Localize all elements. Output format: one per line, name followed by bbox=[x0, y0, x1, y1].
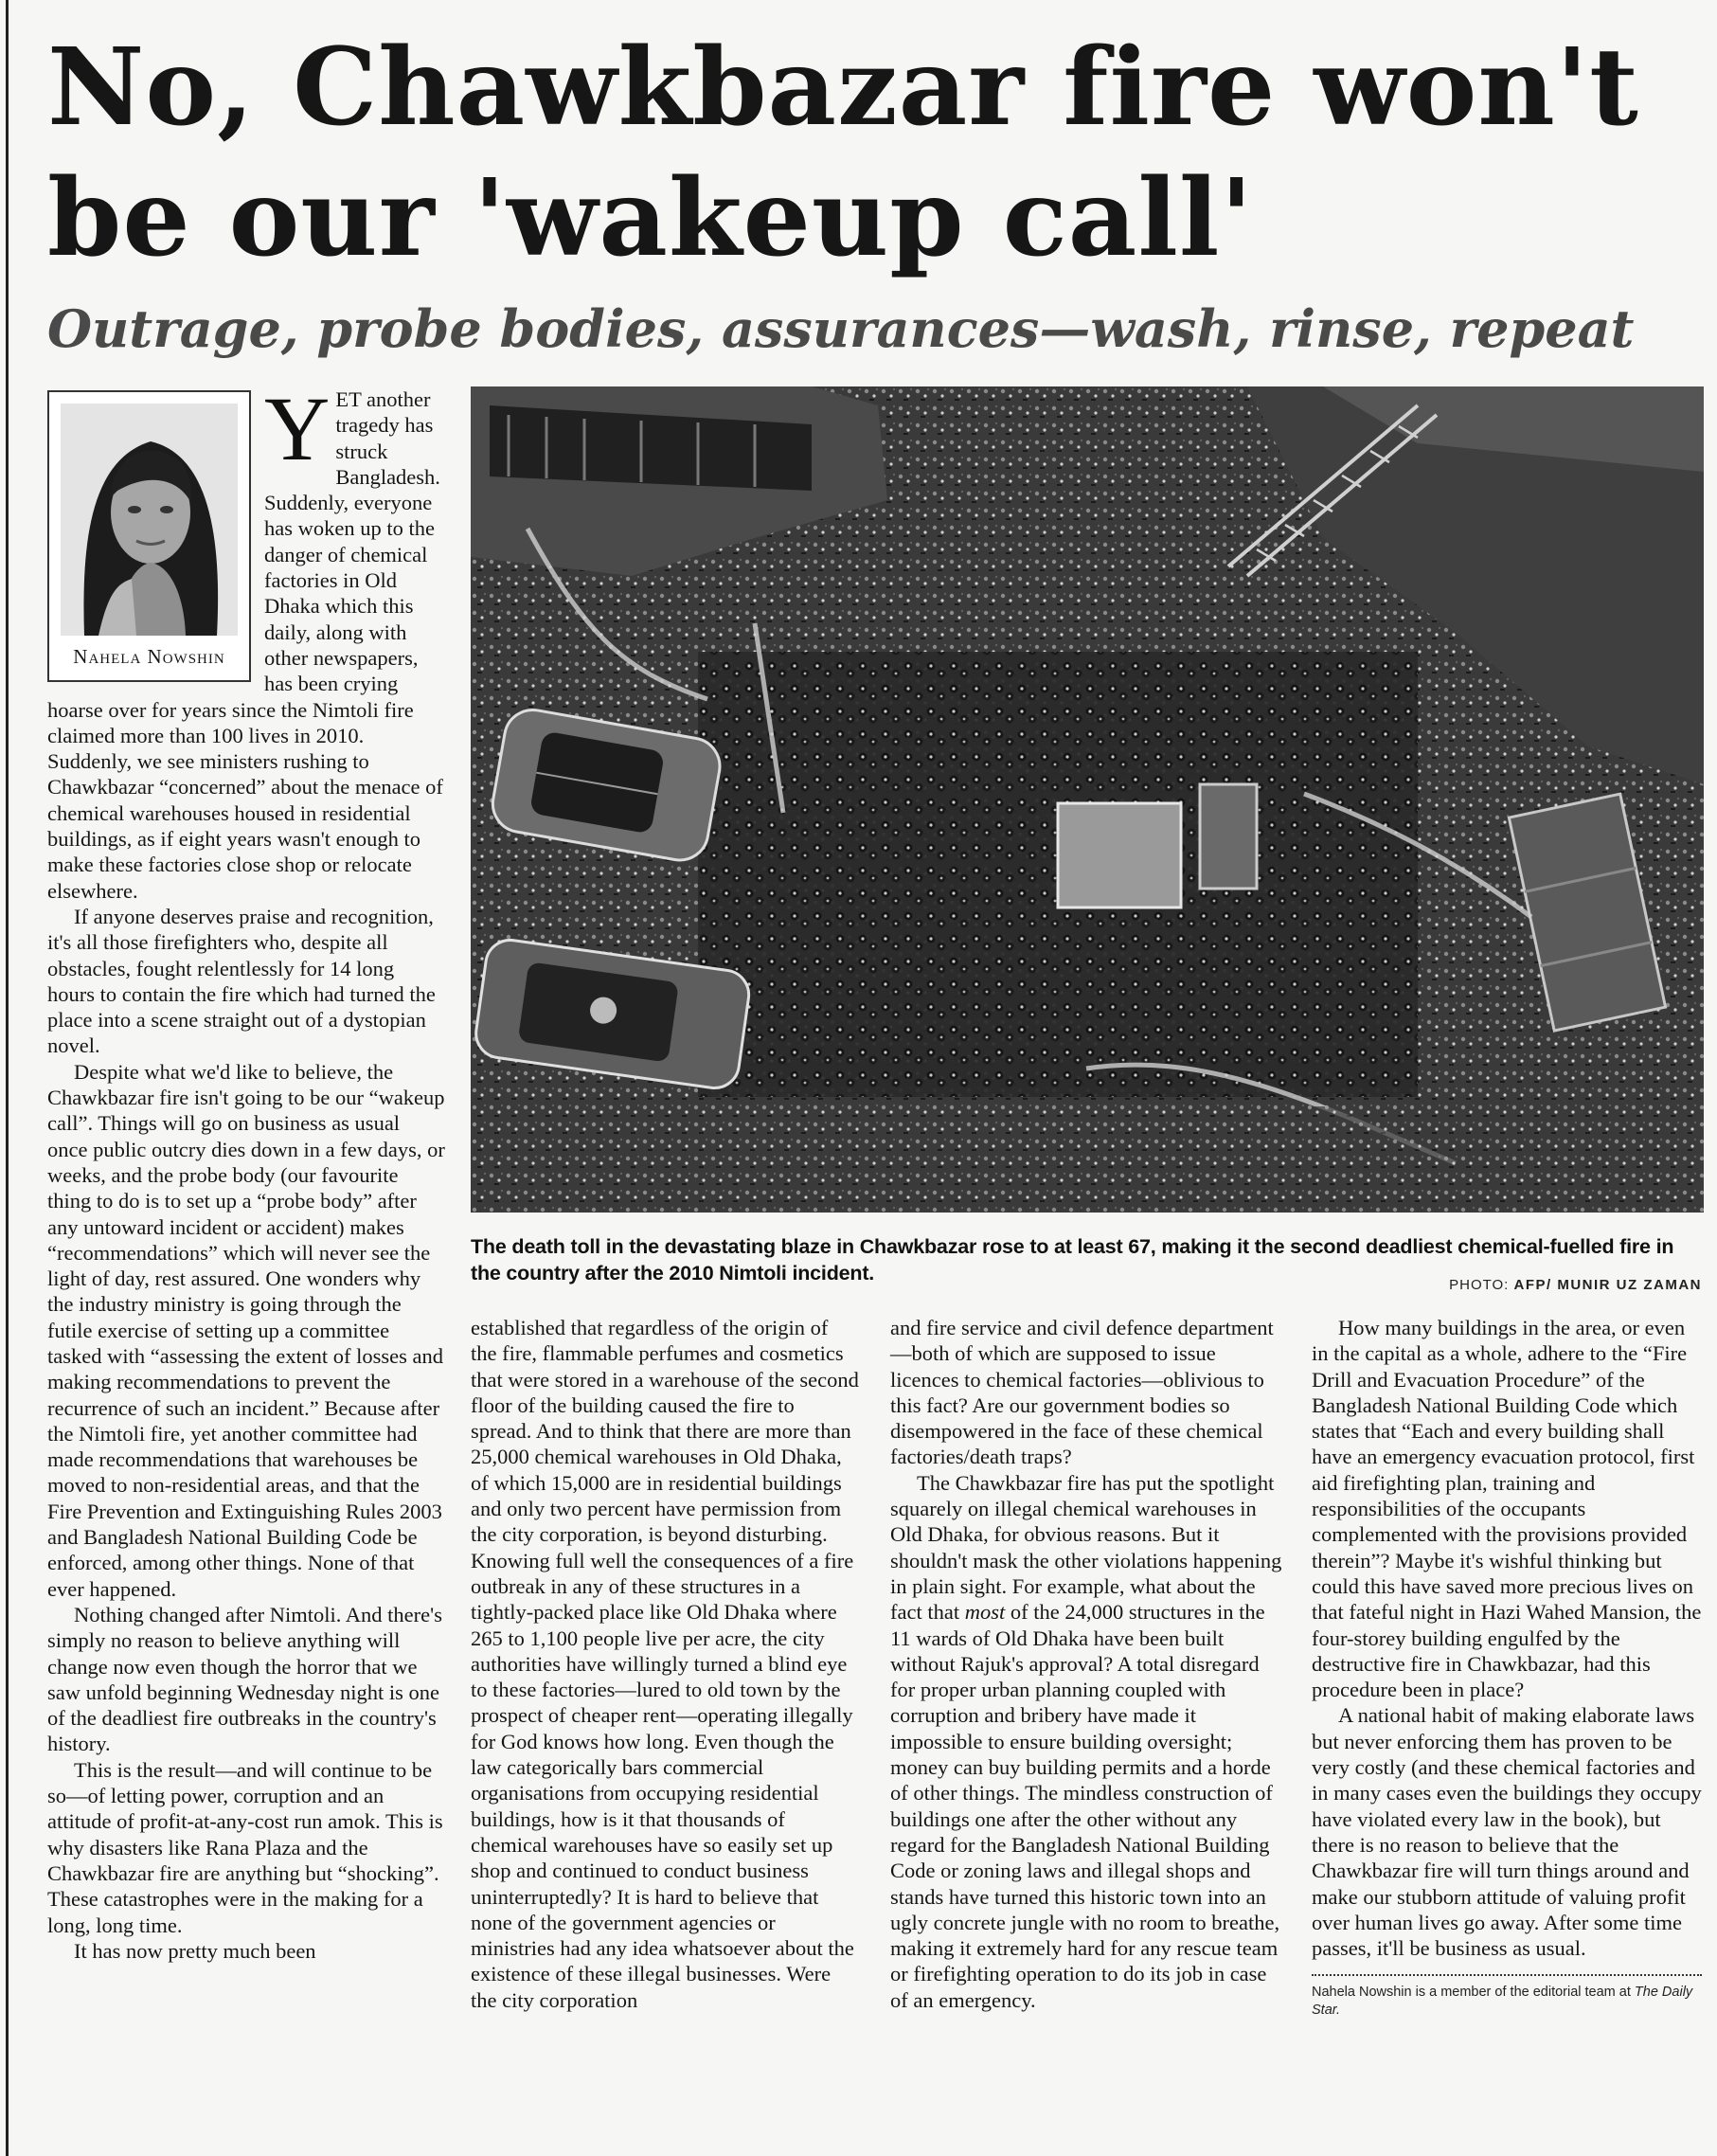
author-name: Nahela Nowshin bbox=[73, 645, 225, 668]
paragraph-2: If anyone deserves praise and recognition, it's all those firefighters who, despite all obstacles, fought relentlessly for 14 long hours to contain the fire which had turned the place into a scene straight out of a dystopian novel. bbox=[47, 904, 436, 1058]
author-portrait bbox=[61, 404, 238, 636]
bio-divider bbox=[1312, 1974, 1702, 1976]
author-box bbox=[47, 390, 251, 682]
photo-caption: The death toll in the devastating blaze in Chawkbazar rose to at least 67, making it the second deadliest chemical-fuelled fire in the country after the 2010 Nimtoli incident. bbox=[471, 1235, 1674, 1285]
paragraph-4: Nothing changed after Nimtoli. And there's simply no reason to believe anything will change now even though the horror that we saw unfold beginning Wednesday night is one of the deadliest fire outbreaks in the country's history. bbox=[47, 1602, 442, 1756]
paragraph-6-end: and fire service and civil defence department—both of which are supposed to issue licences to chemical factories—oblivious to this fact? Are our government bodies so disempowered in the face of these chemical factories/death traps? bbox=[890, 1316, 1274, 1469]
article-column-1 bbox=[47, 378, 445, 1964]
article-column-3 bbox=[890, 1315, 1288, 2013]
left-column-rule bbox=[6, 0, 9, 2156]
photo-credit: PHOTO: AFP/ MUNIR UZ ZAMAN bbox=[1449, 1277, 1702, 1293]
article-column-4 bbox=[1312, 1315, 1702, 2020]
article-column-2 bbox=[471, 1315, 859, 2013]
drop-cap: Y bbox=[264, 378, 331, 479]
paragraph-6-start: It has now pretty much been bbox=[74, 1938, 316, 1963]
author-bio: Nahela Nowshin is a member of the editorial team at The Daily Star. bbox=[1312, 1985, 1693, 2019]
paragraph-7: The Chawkbazar fire has put the spotlight squarely on illegal chemical warehouses in Old Dhaka, for obvious reasons. But it shouldn't mask the other violations happening in plain sight. For example, what about the fact that most of the 24,000 structures in the 11 wards of Old Dhaka have been built without Rajuk's approval? A total disregard for proper urban planning coupled with corruption and bribery have made it impossible to ensure building oversight; money can buy building permits and a horde of other things. The mindless construction of buildings one after the other without any regard for the Bangladesh National Building Code or zoning laws and illegal shops and stands have turned this historic town into an ugly concrete jungle with no room to breathe, making it extremely hard for any rescue team or firefighting operation to do its job in case of an emergency. bbox=[890, 1470, 1282, 2012]
paragraph-6-continued: established that regardless of the origin of the fire, flammable perfumes and cosmetics that were stored in a warehouse of the second floor of the building caused the fire to spread. And to think that there are more than 25,000 chemical warehouses in Old Dhaka, of which 15,000 are in residential buildings and only two percent have permission from the city corporation, is beyond disturbing. Knowing full well the consequences of a fire outbreak in any of these structures in a tightly-packed place like Old Dhaka where 265 to 1,100 people live per acre, the city authorities have willingly turned a blind eye to these factories—lured to old town by the prospect of cheaper rent—operating illegally for God knows how long. Even though the law categorically bars commercial organisations from occupying residential buildings, how is it that thousands of chemical warehouses have so easily set up shop and continued to conduct business uninterruptedly? It is hard to believe that none of the government agencies or ministries had any idea whatsoever about the existence of these illegal businesses. Were the city corporation bbox=[471, 1316, 859, 2012]
paragraph-9: A national habit of making elaborate laws but never enforcing them has proven to be very costly (and these chemical factories and in many cases even the buildings they occupy have violated every law in the book), but there is no reason to believe that the Chawkbazar fire will turn things around and make our stubborn attitude of valuing profit over human lives go away. After some time passes, it'll be business as usual. bbox=[1312, 1703, 1702, 1961]
paragraph-8: How many buildings in the area, or even in the capital as a whole, adhere to the “Fire Drill and Evacuation Procedure” of the Bangladesh National Building Code which states that “Each and every building shall have an emergency evacuation protocol, first aid firefighting plan, training and responsibilities of the occupants complemented with the provisions provided therein”? Maybe it's wishful thinking but could this have saved more precious lives on that fateful night in Hazi Wahed Mansion, the four-storey building engulfed by the destructive fire in Chawkbazar, had this procedure been in place? bbox=[1312, 1316, 1702, 1702]
fire-scene-photo bbox=[471, 386, 1704, 1213]
paragraph-5: This is the result—and will continue to be so—of letting power, corruption and an attitude of profit-at-any-cost run amok. This is why disasters like Rana Plaza and the Chawkbazar fire are anything but “shocking”. These catastrophes were in the making for a long, long time. bbox=[47, 1757, 443, 1937]
subheadline: Outrage, probe bodies, assurances—wash, rinse, repeat bbox=[47, 298, 1635, 359]
fire-scene-illustration bbox=[471, 386, 1704, 1213]
paragraph-3: Despite what we'd like to believe, the Chawkbazar fire isn't going to be our “wakeup call”. Things will go on business as usual once public outcry dies down in a few days, or weeks, and the probe body (our favourite thing to do is to set up a “probe body” after any untoward incident or accident) makes “recommendations” which will never see the light of day, rest assured. One wonders why the industry ministry is going through the futile exercise of setting up a committee tasked with “assessing the extent of losses and making recommendations to prevent the recurrence of such an incident.” Because after the Nimtoli fire, yet another committee had made recommendations that warehouses be moved to non-residential areas, and that the Fire Prevention and Extinguishing Rules 2003 and Bangladesh National Building Code be enforced, among other things. None of that ever happened. bbox=[47, 1059, 445, 1601]
paragraph-1: YET another tragedy has struck Bangladesh. Suddenly, everyone has woken up to the danger of chemical factories in Old Dhaka which this daily, along with other newspapers, has been crying hoarse over for years since the Nimtoli fire claimed more than 100 lives in 2010. Suddenly, we see ministers rushing to Chawkbazar “concerned” about the menace of chemical warehouses housed in residential buildings, as if eight years wasn't enough to make these factories close shop or relocate elsewhere. bbox=[47, 378, 443, 903]
headline: No, Chawkbazar fire won't be our 'wakeup call' bbox=[47, 26, 1639, 280]
